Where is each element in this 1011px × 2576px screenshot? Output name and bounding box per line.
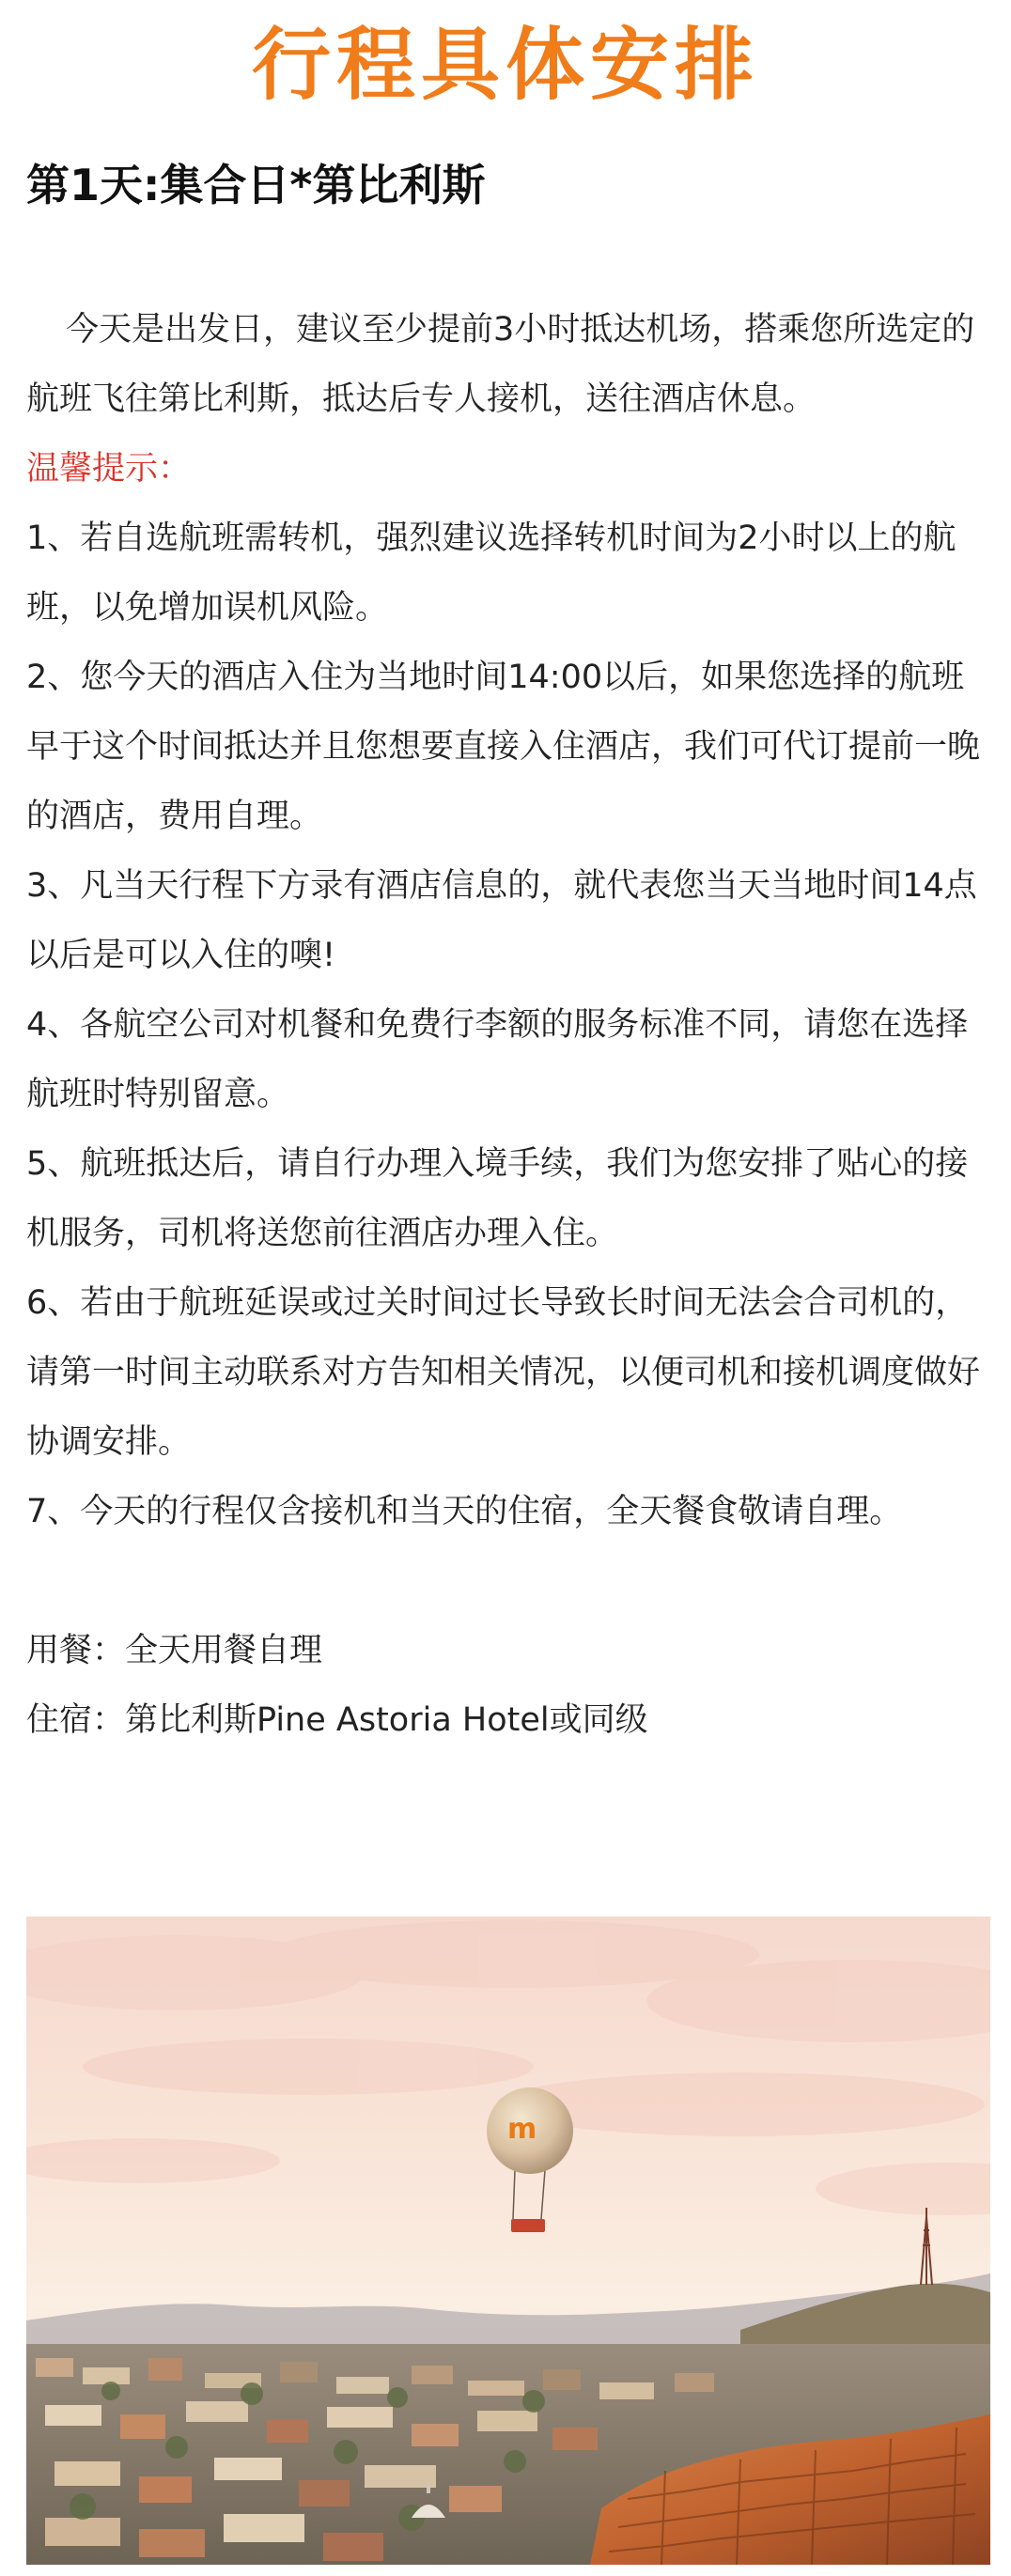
tip-item: 4、各航空公司对机餐和免费行李额的服务标准不同，请您在选择航班时特别留意。: [26, 1006, 969, 1113]
tip-item: 7、今天的行程仅含接机和当天的住宿，全天餐食敬请自理。: [26, 1493, 903, 1530]
tip-item: 5、航班抵达后，请自行办理入境手续，我们为您安排了贴心的接机服务，司机将送您前往酒店办理入住。: [26, 1145, 969, 1252]
meals-info: 用餐：全天用餐自理: [26, 1632, 323, 1669]
day-heading: 第1天:集合日*第比利斯: [26, 160, 486, 210]
tip-item: 3、凡当天行程下方录有酒店信息的，就代表您当天当地时间14点以后是可以入住的噢!: [26, 867, 977, 974]
intro-paragraph: 今天是出发日，建议至少提前3小时抵达机场，搭乘您所选定的航班飞往第比利斯，抵达后专人接机，送往酒店休息。: [26, 311, 975, 418]
tip-item: 2、您今天的酒店入住为当地时间14:00以后，如果您选择的航班早于这个时间抵达并且您想要直接入住酒店，我们可代订提前一晚的酒店，费用自理。: [26, 659, 981, 835]
tbilisi-photo: [26, 1916, 990, 2565]
tips-label: 温馨提示：: [26, 450, 192, 488]
tip-item: 6、若由于航班延误或过关时间过长导致长时间无法会合司机的，请第一时间主动联系对方告知相关情况，以便司机和接机调度做好协调安排。: [26, 1284, 981, 1461]
tips-list: [26, 504, 994, 1546]
hotel-info: 住宿：第比利斯Pine Astoria Hotel或同级: [26, 1701, 648, 1739]
page-title: 行程具体安排: [251, 19, 759, 111]
city-balloon-illustration: [26, 1916, 990, 2565]
svg-text:m: m: [507, 2113, 537, 2146]
section-spacer: [26, 1546, 994, 1616]
itinerary-content: [26, 295, 994, 1755]
tip-item: 1、若自选航班需转机，强烈建议选择转机时间为2小时以上的航班，以免增加误机风险。: [26, 520, 957, 627]
